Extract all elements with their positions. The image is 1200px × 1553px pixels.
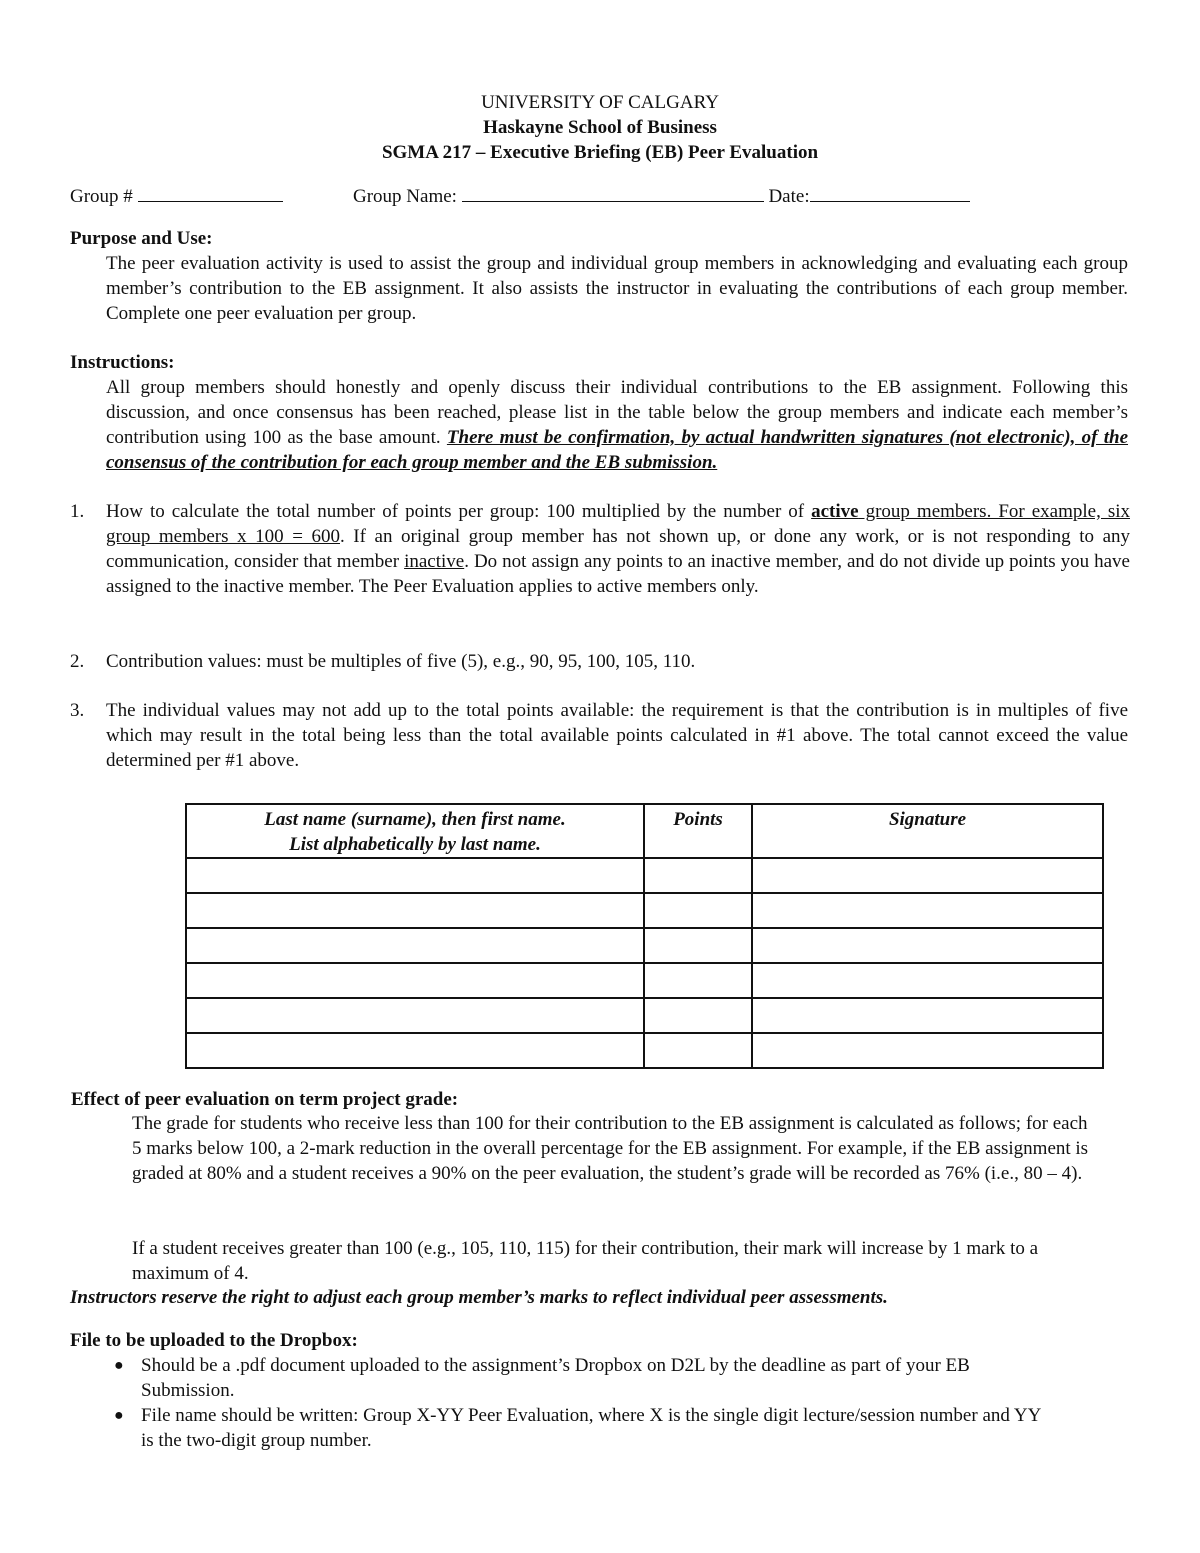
table-row bbox=[186, 963, 1103, 998]
points-cell[interactable] bbox=[644, 893, 752, 928]
dropbox-heading: File to be uploaded to the Dropbox: bbox=[70, 1330, 358, 1351]
name-cell[interactable] bbox=[186, 893, 644, 928]
instructions-body: All group members should honestly and openly discuss their individual contributions to the EB assignment. Following this discussion, and once consensus has been reached, please list in the table below the group members and indicate each member’s contribution using 100 as the base amount. bbox=[106, 377, 1128, 448]
table-row bbox=[186, 998, 1103, 1033]
table-header-row bbox=[186, 804, 1103, 858]
signature-cell[interactable] bbox=[752, 1033, 1103, 1068]
item-2-number: 2. bbox=[70, 651, 85, 672]
points-cell[interactable] bbox=[644, 963, 752, 998]
date-line[interactable] bbox=[810, 183, 970, 202]
name-cell[interactable] bbox=[186, 858, 644, 893]
group-number-label: Group # bbox=[70, 186, 133, 207]
instructions-heading: Instructions: bbox=[70, 352, 175, 373]
table-row bbox=[186, 928, 1103, 963]
table-row bbox=[186, 1033, 1103, 1068]
item-1-number: 1. bbox=[70, 501, 85, 522]
school-title: Haskayne School of Business bbox=[483, 117, 717, 138]
points-column-header: Points bbox=[644, 804, 752, 858]
group-name-label: Group Name: bbox=[353, 186, 457, 207]
points-cell[interactable] bbox=[644, 928, 752, 963]
item-1-part-d: . Do not assign any points to an inactive member, and do not divide up points you have assigned to the inactive member. The Peer Evaluation applies to active members only. bbox=[106, 551, 1130, 597]
date-label: Date: bbox=[768, 186, 810, 207]
item-3-number: 3. bbox=[70, 700, 85, 721]
item-2-text: Contribution values: must be multiples of five (5), e.g., 90, 95, 100, 105, 110. bbox=[106, 651, 696, 672]
points-cell[interactable] bbox=[644, 998, 752, 1033]
peer-evaluation-table bbox=[185, 803, 1104, 1069]
signature-cell[interactable] bbox=[752, 893, 1103, 928]
group-name-line[interactable] bbox=[462, 183, 764, 202]
course-title: SGMA 217 – Executive Briefing (EB) Peer Evaluation bbox=[381, 142, 819, 163]
item-3-text: The individual values may not add up to the total points available: the requirement is that the contribution is in multiples of five which may result in the total being less than the total available points calculated in #1 above. The total cannot exceed the value determined per #1 above. bbox=[106, 700, 1128, 771]
university-title: UNIVERSITY OF CALGARY bbox=[481, 92, 719, 113]
name-cell[interactable] bbox=[186, 963, 644, 998]
item-1-example: group members. For example, six group members x 100 = 600 bbox=[106, 501, 1130, 547]
name-header-line-1: Last name (surname), then first name. bbox=[264, 809, 566, 830]
instructor-note: Instructors reserve the right to adjust each group member’s marks to reflect individual peer assessments. bbox=[70, 1287, 888, 1308]
purpose-text: The peer evaluation activity is used to assist the group and individual group members in acknowledging and evaluating each group member’s contribution to the EB assignment. It also assists the instructor in evaluating the contributions of each group member. Complete one peer evaluation per group. bbox=[106, 253, 1128, 324]
name-header-line-2: List alphabetically by last name. bbox=[289, 834, 541, 855]
name-cell[interactable] bbox=[186, 998, 644, 1033]
item-1-text bbox=[106, 499, 1130, 599]
effect-paragraph-1: The grade for students who receive less than 100 for their contribution to the EB assignment is calculated as follows; for each 5 marks below 100, a 2-mark reduction in the overall percentage for the EB assignment. For example, if the EB assignment is graded at 80% and a student receives a 90% on the peer evaluation, the student’s grade will be recorded as 76% (i.e., 80 – 4). bbox=[132, 1113, 1089, 1184]
group-number-line[interactable] bbox=[138, 183, 283, 202]
effect-heading: Effect of peer evaluation on term project grade: bbox=[71, 1089, 459, 1110]
name-cell[interactable] bbox=[186, 928, 644, 963]
table-row bbox=[186, 893, 1103, 928]
name-cell[interactable] bbox=[186, 1033, 644, 1068]
signature-requirement: There must be confirmation, by actual handwritten signatures (not electronic), of the consensus of the contribution for each group member and the EB submission. bbox=[106, 427, 1129, 473]
active-word: active bbox=[811, 501, 859, 522]
points-cell[interactable] bbox=[644, 858, 752, 893]
instructions-text bbox=[106, 375, 1128, 475]
dropbox-bullet-2: File name should be written: Group X-YY Peer Evaluation, where X is the single digit lecture/session number and YY is the two-digit group number. bbox=[141, 1405, 1041, 1451]
group-number-field[interactable] bbox=[70, 183, 283, 209]
effect-paragraph-2: If a student receives greater than 100 (e.g., 105, 110, 115) for their contribution, their mark will increase by 1 mark to a maximum of 4. bbox=[132, 1238, 1039, 1284]
name-column-header bbox=[186, 804, 644, 858]
purpose-heading: Purpose and Use: bbox=[70, 228, 213, 249]
item-1-part-c: . If an original group member has not shown up, or done any work, or is not responding to any communication, consider that member bbox=[106, 526, 1130, 572]
group-name-field[interactable] bbox=[353, 183, 970, 209]
signature-cell[interactable] bbox=[752, 998, 1103, 1033]
item-1-part-a: How to calculate the total number of points per group: 100 multiplied by the number of bbox=[106, 501, 812, 522]
inactive-word: inactive bbox=[404, 551, 465, 572]
signature-cell[interactable] bbox=[752, 858, 1103, 893]
bullet-icon: ● bbox=[114, 1407, 124, 1424]
table-row bbox=[186, 858, 1103, 893]
dropbox-bullet-1: Should be a .pdf document uploaded to the assignment’s Dropbox on D2L by the deadline as part of your EB Submission. bbox=[141, 1355, 970, 1401]
bullet-icon: ● bbox=[114, 1357, 124, 1374]
signature-cell[interactable] bbox=[752, 963, 1103, 998]
signature-column-header: Signature bbox=[752, 804, 1103, 858]
points-cell[interactable] bbox=[644, 1033, 752, 1068]
signature-cell[interactable] bbox=[752, 928, 1103, 963]
